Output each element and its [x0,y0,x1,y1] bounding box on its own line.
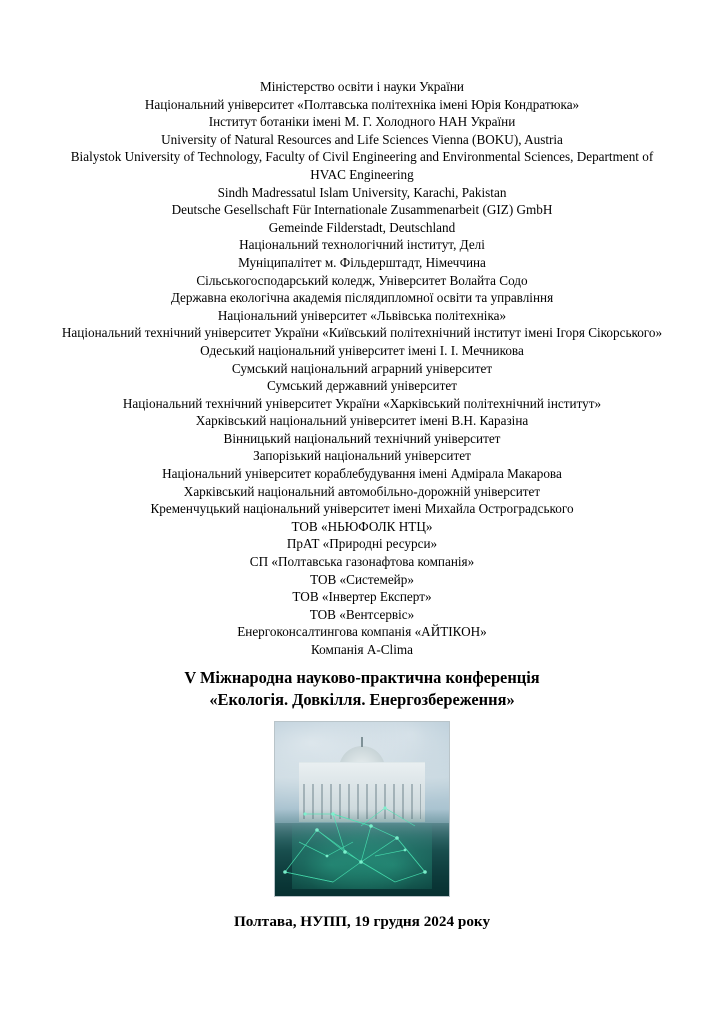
network-mesh-icon [275,722,449,896]
organizer-line: Муніципалітет м. Фільдерштадт, Німеччина [238,254,486,270]
venue-and-date: Полтава, НУПП, 19 грудня 2024 року [233,912,491,930]
organizer-line: Вінницький національний технічний університет [223,430,501,446]
organizer-line: ТОВ «НЬЮФОЛК НТЦ» [291,518,433,534]
organizer-line: Bialystok University of Technology, Faculty of Civil Engineering and Environmental Sciences, Department of HVAC Engineering [70,149,654,182]
organizer-line: Gemeinde Filderstadt, Deutschland [268,219,456,235]
organizer-line: Харківський національний університет імені В.Н. Каразіна [195,413,529,429]
organizer-line: Національний університет «Полтавська політехніка імені Юрія Кондратюка» [144,96,580,112]
conference-cover-image [274,721,450,897]
organizer-line: Запорізький національний університет [253,448,471,464]
organizer-line: Державна екологічна академія післядипломної освіти та управління [170,290,554,306]
organizer-line: Одеський національний університет імені І. І. Мечникова [200,342,524,358]
organizers-list [56,78,668,659]
organizer-line: Компанія A-Clima [311,642,413,657]
organizer-line: Енергоконсалтингова компанія «АЙТІКОН» [237,624,487,640]
organizer-line: Кременчуцький національний університет імені Михайла Остроградського [150,501,574,517]
organizer-line: ТОВ «Системейр» [310,571,414,587]
organizer-line: Національний технічний університет України «Київський політехнічний інститут імені Ігоря Сікорського» [61,325,663,341]
organizer-line: Харківський національний автомобільно-дорожній університет [183,483,541,499]
organizer-line: СП «Полтавська газонафтова компанія» [249,554,475,570]
organizer-line: Національний університет кораблебудування імені Адмірала Макарова [162,466,562,482]
conference-title-line: V Міжнародна науково-практична конференція [184,667,540,687]
organizer-line: Сумський державний університет [267,378,457,394]
organizer-line: ТОВ «Вентсервіс» [309,606,415,622]
conference-title [56,667,668,711]
organizer-line: Deutsche Gesellschaft Für Internationale Zusammenarbeit (GIZ) GmbH [171,202,553,218]
conference-title-line: «Екологія. Довкілля. Енергозбереження» [209,689,515,709]
organizer-line: University of Natural Resources and Life Sciences Vienna (BOKU), Austria [161,131,563,147]
organizer-line: Національний університет «Львівська політехніка» [217,307,507,323]
organizer-line: Національний технічний університет України «Харківський політехнічний інститут» [122,395,602,411]
organizer-line: Сільськогосподарський коледж, Університет Волайта Содо [196,272,528,288]
organizer-line: Національний технологічний інститут, Делі [239,237,485,253]
organizer-line: ТОВ «Інвертер Експерт» [292,589,432,605]
organizer-line: Сумський національний аграрний університет [231,360,493,376]
organizer-line: Міністерство освіти і науки України [260,79,464,94]
organizer-line: Інститут ботаніки імені М. Г. Холодного НАН України [208,114,516,130]
cover-figure-container [56,721,668,897]
organizer-line: ПрАТ «Природні ресурси» [286,536,438,552]
organizer-line: Sindh Madressatul Islam University, Karachi, Pakistan [217,184,507,200]
